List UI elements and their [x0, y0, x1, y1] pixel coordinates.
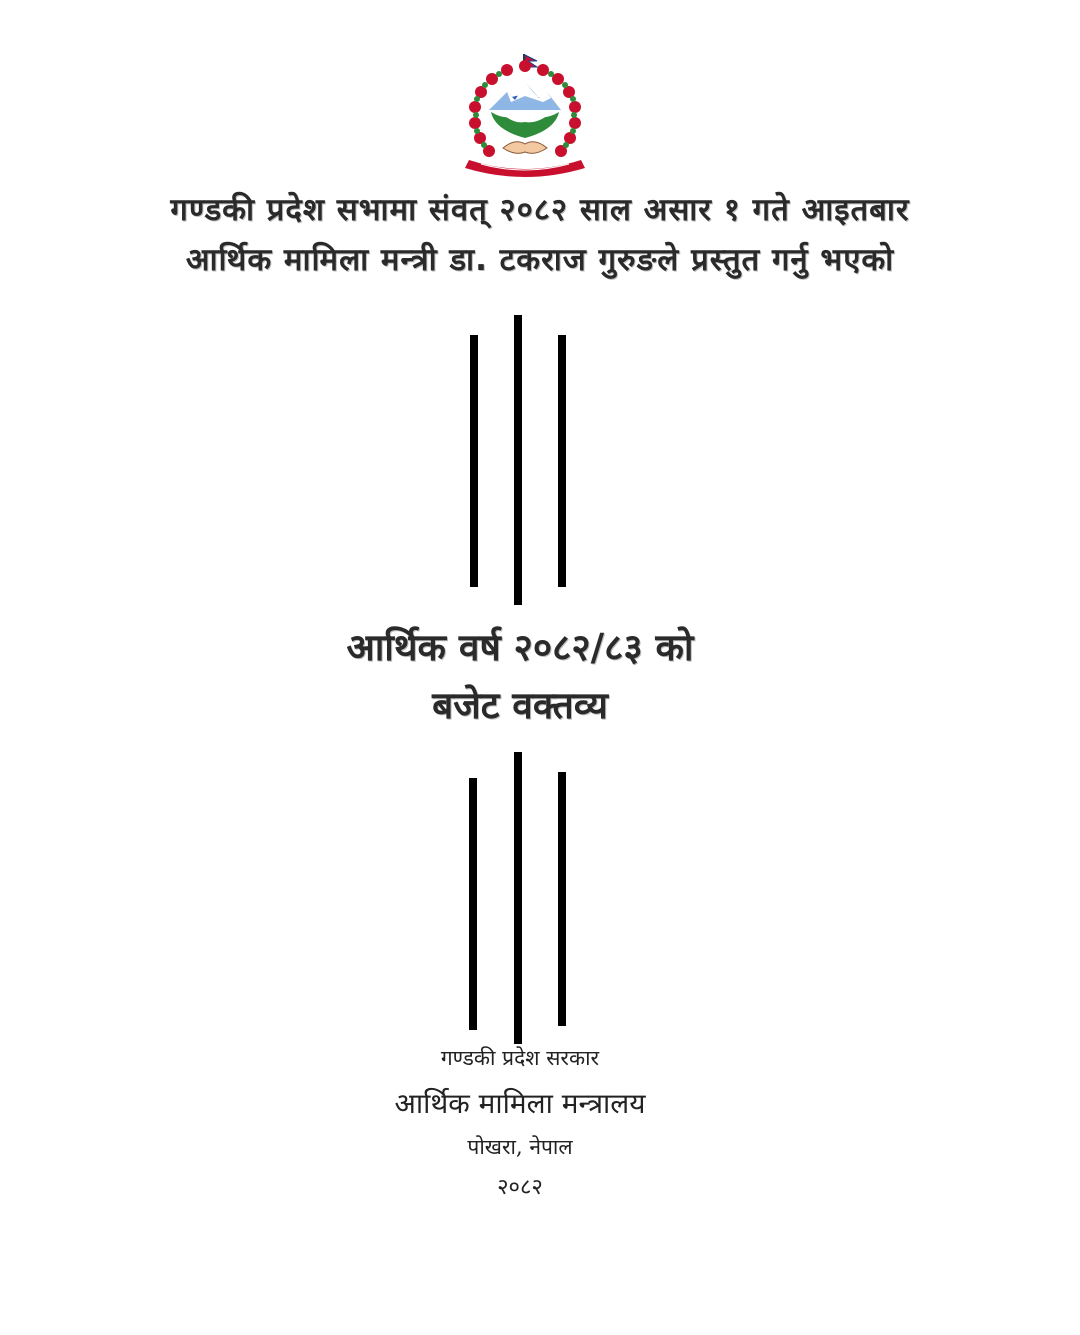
- decorative-bar-left: [470, 335, 478, 587]
- decorative-bar-center: [514, 752, 522, 1044]
- publication-year: २०८२: [497, 1175, 543, 1200]
- fiscal-year-title: आर्थिक वर्ष २०८२/८३ को: [346, 626, 694, 669]
- session-info-line: गण्डकी प्रदेश सभामा संवत् २०८२ साल असार १ गते आइतबार: [170, 192, 910, 228]
- presenter-info-line: आर्थिक मामिला मन्त्री डा. टकराज गुरुङले प्रस्तुत गर्नु भएको: [185, 242, 895, 278]
- budget-statement-title: बजेट वक्तव्य: [432, 684, 608, 727]
- location: पोखरा, नेपाल: [467, 1135, 573, 1159]
- decorative-bar-left: [469, 778, 477, 1030]
- ministry-name: आर्थिक मामिला मन्त्रालय: [394, 1087, 646, 1120]
- government-name: गण्डकी प्रदेश सरकार: [440, 1046, 600, 1070]
- decorative-bar-center: [514, 315, 522, 605]
- decorative-bar-right: [558, 335, 566, 587]
- decorative-bar-right: [558, 772, 566, 1026]
- nepal-coat-of-arms-icon: [455, 52, 595, 182]
